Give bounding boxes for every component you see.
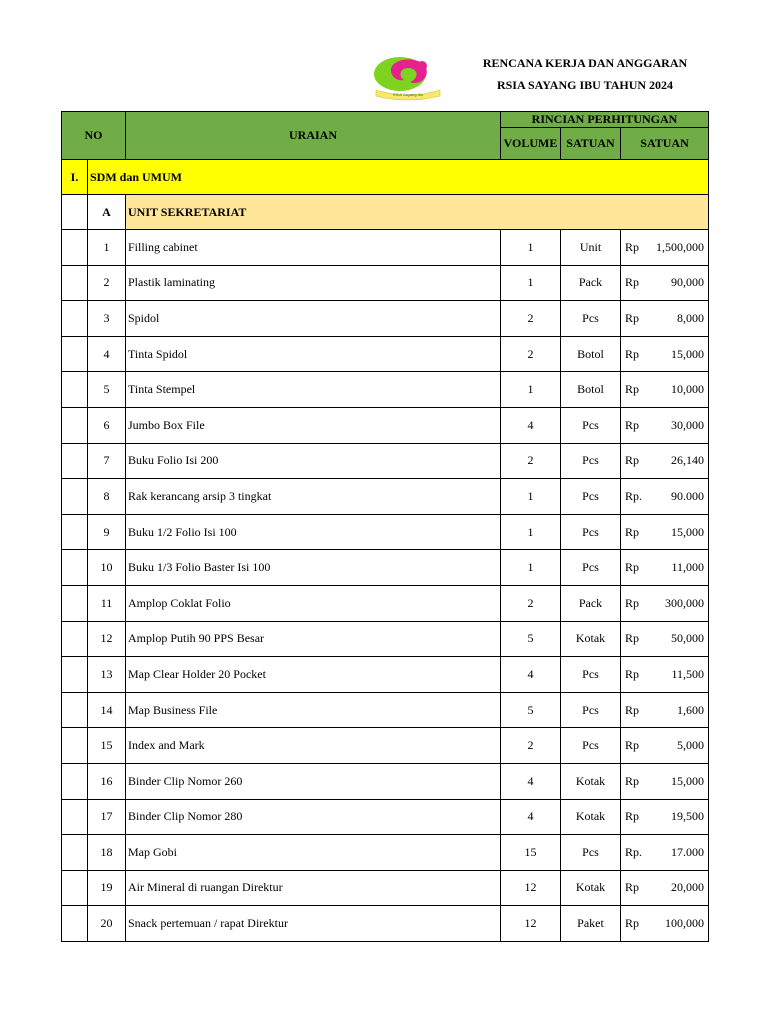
table-row — [62, 728, 709, 764]
row-harga — [621, 585, 709, 621]
row-uraian: Buku 1/2 Folio Isi 100 — [126, 514, 501, 550]
table-row — [62, 479, 709, 515]
row-satuan: Pcs — [561, 443, 621, 479]
row-amount: 5,000 — [677, 738, 705, 753]
row-currency: Rp — [625, 453, 640, 468]
row-satuan: Pcs — [561, 692, 621, 728]
row-number: 6 — [88, 407, 126, 443]
row-currency: Rp — [625, 880, 640, 895]
row-uraian: Filling cabinet — [126, 230, 501, 266]
subsection-label: UNIT SEKRETARIAT — [126, 195, 709, 230]
col-header-satuan-harga: SATUAN — [621, 128, 709, 160]
row-satuan: Kotak — [561, 763, 621, 799]
row-volume: 1 — [501, 230, 561, 266]
document-title-line2: RSIA SAYANG IBU TAHUN 2024 — [496, 78, 674, 92]
table-row — [62, 835, 709, 871]
row-harga — [621, 443, 709, 479]
row-currency: Rp — [625, 560, 640, 575]
budget-table — [61, 111, 709, 942]
row-amount: 19,500 — [671, 809, 705, 824]
row-number: 15 — [88, 728, 126, 764]
row-amount: 8,000 — [677, 310, 705, 325]
row-uraian: Map Business File — [126, 692, 501, 728]
row-amount: 26,140 — [671, 453, 705, 468]
row-uraian: Index and Mark — [126, 728, 501, 764]
row-harga — [621, 265, 709, 301]
row-number: 2 — [88, 265, 126, 301]
row-amount: 15,000 — [671, 524, 705, 539]
row-uraian: Map Gobi — [126, 835, 501, 871]
table-row — [62, 372, 709, 408]
row-currency: Rp — [625, 346, 640, 361]
row-harga — [621, 550, 709, 586]
row-currency: Rp — [625, 239, 640, 254]
section-row — [62, 160, 709, 195]
row-uraian: Air Mineral di ruangan Direktur — [126, 870, 501, 906]
table-row — [62, 621, 709, 657]
row-number: 12 — [88, 621, 126, 657]
row-number: 4 — [88, 336, 126, 372]
table-row — [62, 550, 709, 586]
subsection-row — [62, 195, 709, 230]
row-harga — [621, 728, 709, 764]
row-harga — [621, 763, 709, 799]
row-amount: 100,000 — [665, 916, 705, 931]
row-volume: 2 — [501, 336, 561, 372]
row-volume: 4 — [501, 799, 561, 835]
row-volume: 4 — [501, 657, 561, 693]
row-harga — [621, 372, 709, 408]
row-satuan: Pcs — [561, 728, 621, 764]
row-harga — [621, 835, 709, 871]
row-amount: 20,000 — [671, 880, 705, 895]
row-amount: 15,000 — [671, 773, 705, 788]
row-amount: 10,000 — [671, 382, 705, 397]
row-currency: Rp — [625, 666, 640, 681]
row-currency: Rp — [625, 631, 640, 646]
row-currency: Rp — [625, 417, 640, 432]
row-currency: Rp — [625, 595, 640, 610]
table-row — [62, 799, 709, 835]
row-currency: Rp — [625, 382, 640, 397]
row-harga — [621, 479, 709, 515]
row-amount: 11,500 — [671, 666, 705, 681]
row-volume: 12 — [501, 870, 561, 906]
subsection-letter: A — [88, 195, 126, 230]
row-currency: Rp — [625, 310, 640, 325]
row-number: 14 — [88, 692, 126, 728]
row-satuan: Botol — [561, 372, 621, 408]
row-satuan: Botol — [561, 336, 621, 372]
row-harga — [621, 336, 709, 372]
row-number: 18 — [88, 835, 126, 871]
row-uraian: Tinta Stempel — [126, 372, 501, 408]
row-number: 11 — [88, 585, 126, 621]
table-row — [62, 585, 709, 621]
hospital-logo — [370, 54, 446, 102]
row-uraian: Binder Clip Nomor 280 — [126, 799, 501, 835]
table-row — [62, 407, 709, 443]
row-amount: 30,000 — [671, 417, 705, 432]
table-row — [62, 692, 709, 728]
row-number: 1 — [88, 230, 126, 266]
row-satuan: Pcs — [561, 835, 621, 871]
row-satuan: Pcs — [561, 657, 621, 693]
row-number: 8 — [88, 479, 126, 515]
section-number: I. — [62, 160, 88, 195]
row-uraian: Spidol — [126, 301, 501, 337]
row-amount: 17.000 — [671, 844, 705, 859]
row-harga — [621, 407, 709, 443]
row-uraian: Plastik laminating — [126, 265, 501, 301]
row-volume: 5 — [501, 692, 561, 728]
row-number: 20 — [88, 906, 126, 942]
row-satuan: Kotak — [561, 621, 621, 657]
row-amount: 1,500,000 — [656, 239, 705, 254]
row-satuan: Pcs — [561, 514, 621, 550]
row-currency: Rp. — [625, 844, 643, 859]
row-currency: Rp — [625, 702, 640, 717]
row-harga — [621, 621, 709, 657]
row-satuan: Pcs — [561, 301, 621, 337]
table-row — [62, 906, 709, 942]
row-volume: 1 — [501, 479, 561, 515]
row-satuan: Pcs — [561, 479, 621, 515]
table-row — [62, 443, 709, 479]
row-currency: Rp — [625, 275, 640, 290]
col-header-volume: VOLUME — [501, 128, 561, 160]
table-row — [62, 230, 709, 266]
row-satuan: Kotak — [561, 870, 621, 906]
row-currency: Rp — [625, 524, 640, 539]
row-satuan: Pcs — [561, 407, 621, 443]
row-satuan: Paket — [561, 906, 621, 942]
col-header-uraian: URAIAN — [126, 112, 501, 160]
row-volume: 4 — [501, 407, 561, 443]
row-volume: 1 — [501, 514, 561, 550]
row-volume: 2 — [501, 443, 561, 479]
row-number: 5 — [88, 372, 126, 408]
row-harga — [621, 906, 709, 942]
row-amount: 90,000 — [671, 275, 705, 290]
row-uraian: Map Clear Holder 20 Pocket — [126, 657, 501, 693]
row-number: 13 — [88, 657, 126, 693]
row-satuan: Pack — [561, 265, 621, 301]
row-volume: 2 — [501, 301, 561, 337]
row-currency: Rp — [625, 773, 640, 788]
col-header-rincian: RINCIAN PERHITUNGAN — [501, 112, 709, 128]
row-harga — [621, 514, 709, 550]
row-number: 9 — [88, 514, 126, 550]
row-currency: Rp — [625, 809, 640, 824]
logo-text: RSIA Sayang Ibu — [392, 92, 424, 97]
row-number: 10 — [88, 550, 126, 586]
row-harga — [621, 301, 709, 337]
table-row — [62, 763, 709, 799]
table-row — [62, 514, 709, 550]
row-uraian: Snack pertemuan / rapat Direktur — [126, 906, 501, 942]
row-number: 7 — [88, 443, 126, 479]
row-harga — [621, 657, 709, 693]
col-header-no: NO — [62, 112, 126, 160]
row-volume: 1 — [501, 265, 561, 301]
row-amount: 90.000 — [671, 488, 705, 503]
table-row — [62, 336, 709, 372]
row-uraian: Rak kerancang arsip 3 tingkat — [126, 479, 501, 515]
row-harga — [621, 230, 709, 266]
row-amount: 50,000 — [671, 631, 705, 646]
row-satuan: Unit — [561, 230, 621, 266]
row-amount: 11,000 — [671, 560, 705, 575]
row-amount: 300,000 — [665, 595, 705, 610]
row-uraian: Buku Folio Isi 200 — [126, 443, 501, 479]
row-number: 19 — [88, 870, 126, 906]
row-volume: 4 — [501, 763, 561, 799]
section-label: SDM dan UMUM — [88, 160, 709, 195]
row-volume: 1 — [501, 550, 561, 586]
row-volume: 5 — [501, 621, 561, 657]
row-amount: 1,600 — [677, 702, 705, 717]
row-harga — [621, 870, 709, 906]
table-row — [62, 657, 709, 693]
table-row — [62, 870, 709, 906]
row-uraian: Amplop Coklat Folio — [126, 585, 501, 621]
row-volume: 1 — [501, 372, 561, 408]
row-uraian: Tinta Spidol — [126, 336, 501, 372]
table-row — [62, 301, 709, 337]
row-currency: Rp. — [625, 488, 643, 503]
row-number: 3 — [88, 301, 126, 337]
row-volume: 12 — [501, 906, 561, 942]
row-satuan: Pcs — [561, 550, 621, 586]
row-uraian: Buku 1/3 Folio Baster Isi 100 — [126, 550, 501, 586]
table-row — [62, 265, 709, 301]
row-satuan: Kotak — [561, 799, 621, 835]
row-uraian: Jumbo Box File — [126, 407, 501, 443]
row-harga — [621, 692, 709, 728]
row-volume: 15 — [501, 835, 561, 871]
row-uraian: Binder Clip Nomor 260 — [126, 763, 501, 799]
row-satuan: Pack — [561, 585, 621, 621]
row-number: 17 — [88, 799, 126, 835]
row-currency: Rp — [625, 916, 640, 931]
row-uraian: Amplop Putih 90 PPS Besar — [126, 621, 501, 657]
row-volume: 2 — [501, 585, 561, 621]
row-number: 16 — [88, 763, 126, 799]
row-currency: Rp — [625, 738, 640, 753]
document-title-line1: RENCANA KERJA DAN ANGGARAN — [482, 56, 688, 70]
row-amount: 15,000 — [671, 346, 705, 361]
col-header-satuan: SATUAN — [561, 128, 621, 160]
row-harga — [621, 799, 709, 835]
row-volume: 2 — [501, 728, 561, 764]
